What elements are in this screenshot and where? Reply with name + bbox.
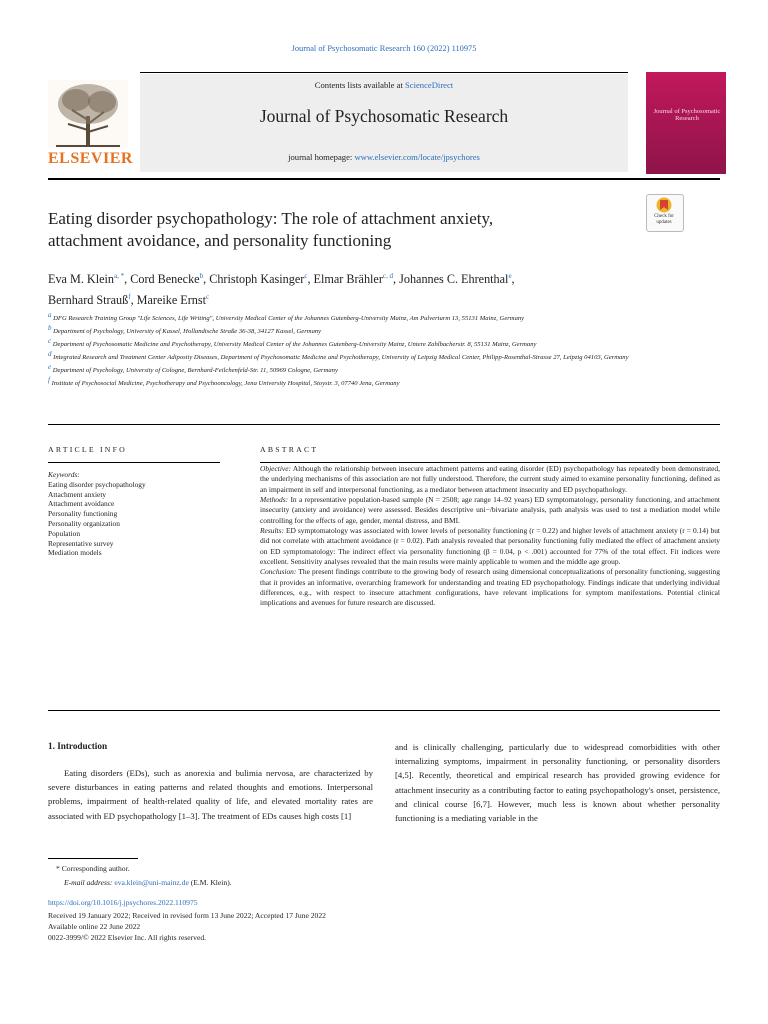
keywords-label: Keywords: xyxy=(48,470,80,479)
abstract-objective: Objective: Although the relationship between insecure attachment patterns and eating disorder (ED) psychopathology has repeatedly been demonstrated, the underlying mechanisms of this association are not fully understood. Therefore, the current study aimed to examine personality functioning, defined as an impairment in self and interpersonal functioning, as a mediator between attachment insecurity and ED psychopathology. xyxy=(260,464,721,494)
keyword: Eating disorder psychopathology xyxy=(48,479,146,489)
affiliation: $^c$ Department of Psychosomatic Medicine and Psychotherapy, University Medical Center of the Johannes Gutenberg-University Mainz, Untere Zahlbacherstr. 8, 55131 Mainz, Germany xyxy=(48,336,537,349)
keyword: Population xyxy=(48,528,81,538)
keyword: Representative survey xyxy=(48,538,114,548)
corresponding-note: * Corresponding author. xyxy=(56,864,130,873)
abstract-rule xyxy=(260,462,720,463)
intro-left-paragraph: Eating disorders (EDs), such as anorexia and bulimia nervosa, are characterized by severe disturbances in eating patterns and related thoughts and emotions. Interpersonal problems, impairment of health-related quality of life, and elevated mortality rates are associated with ED psychopathology [1–3]. The treatment of EDs causes high costs [1] xyxy=(48,768,373,821)
received-dates: Received 19 January 2022; Received in revised form 13 June 2022; Accepted 17 June 2022 xyxy=(48,911,326,920)
contents-line xyxy=(140,80,628,90)
keywords-block xyxy=(48,470,218,558)
author[interactable]: Johannes C. Ehrenthal$^e$ xyxy=(399,272,512,287)
cover-title: Journal of Psychosomatic Research xyxy=(653,108,721,122)
email-line: E-mail address: eva.klein@uni-mainz.de (E.M. Klein). xyxy=(64,878,232,887)
footnote-rule xyxy=(48,858,138,859)
intro-heading: 1. Introduction xyxy=(48,741,108,751)
keyword: Attachment anxiety xyxy=(48,489,107,499)
abstract-heading: ABSTRACT xyxy=(260,445,319,454)
affiliation: $^a$ DFG Research Training Group "Life Sciences, Life Writing", University Medical Center of the Johannes Gutenberg-University Mainz, Am Pulverturm 13, 55131 Mainz, Germany xyxy=(48,311,525,323)
available-online: Available online 22 June 2022 xyxy=(48,922,141,931)
publisher-wordmark: ELSEVIER xyxy=(48,150,133,167)
sciencedirect-link[interactable]: ScienceDirect xyxy=(405,80,454,90)
header-top-rule xyxy=(140,72,628,73)
affiliation: $^b$ Department of Psychology, University of Kassel, Hollandische Straße 36-38, 34127 Kassel, Germany xyxy=(48,323,322,336)
email-link[interactable]: eva.klein@uni-mainz.de xyxy=(114,878,189,887)
bookmark-icon xyxy=(655,197,673,213)
author[interactable]: Bernhard Strauß$^f$ xyxy=(48,292,131,307)
keyword: Personality organization xyxy=(48,518,120,528)
copyright: 0022-3999/© 2022 Elsevier Inc. All rights reserved. xyxy=(48,933,207,942)
check-updates-label: Check for updates xyxy=(654,214,674,225)
journal-citation[interactable]: Journal of Psychosomatic Research 160 (2022) 110975 xyxy=(291,44,477,53)
journal-cover-image[interactable] xyxy=(646,72,726,174)
abstract-conclusion: Conclusion: The present findings contribute to the growing body of research using dimensional conceptualizations of personality functioning, suggesting that it provides an informative, overarching framework for understanding and treating ED psychopathology. Findings indicate that underlying individual differences, e.g., with respect to insecure attachment configurations, have relevant implications for symptom manifestations. Potential clinical implications and avenues for future research are discussed. xyxy=(260,567,720,608)
abstract-bottom-rule xyxy=(48,710,720,711)
abstract-results: Results: ED symptomatology was associated with lower levels of personality functioning (r = 0.22) and higher levels of attachment anxiety (r = 0.14) but did not correlate with attachment avoidance (r = 0.02). Path analysis revealed that personality functioning fully mediated the effect of attachment anxiety on ED symptomatology: The indirect effect via personality functioning (β = 0.04, p < .001) accounted for 77% of the total effect. Fit indices were excellent. Sensitivity analyses revealed that the main results were mainly applicable to women and the middle age group. xyxy=(260,526,720,567)
keyword: Attachment avoidance xyxy=(48,499,115,509)
keyword: Personality functioning xyxy=(48,509,118,519)
author-list: Eva M. Klein$^{a, *}$, Cord Benecke$^b$, Christoph Kasinger$^c$, Elmar Brähler$^{c, d}$, Johannes C. Ehrenthal$^e$, Bernhard Strauß$^f$, Mareike Ernst$^c$ xyxy=(48,272,515,307)
elsevier-tree-logo xyxy=(48,80,128,148)
doi-link[interactable]: https://doi.org/10.1016/j.jpsychores.2022.110975 xyxy=(48,898,198,907)
author[interactable]: Elmar Brähler$^{c, d}$ xyxy=(313,272,394,287)
affiliation: $^f$ Institute of Psychosocial Medicine, Psychotherapy and Psychooncology, Jena University Hospital, Stoystr. 3, 07740 Jena, Germany xyxy=(48,375,400,388)
affiliation: $^d$ Integrated Research and Treatment Center Adiposity Diseases, Department of Psychosomatic Medicine and Psychotherapy, University of Leipzig Medical Center, Philipp-Rosenthal-Strasse 27, Leipzig 04103, Germany xyxy=(48,349,629,362)
title-line-1: Eating disorder psychopathology: The role of attachment anxiety, xyxy=(48,209,494,228)
affiliations xyxy=(48,311,638,389)
abstract-body xyxy=(260,464,720,609)
homepage-link[interactable]: www.elsevier.com/locate/jpsychores xyxy=(354,152,480,162)
author[interactable]: Eva M. Klein$^{a, *}$ xyxy=(48,272,125,287)
article-info-rule xyxy=(48,462,220,463)
article-info-heading: ARTICLE INFO xyxy=(48,445,127,454)
homepage-prefix: journal homepage: xyxy=(288,152,355,162)
author[interactable]: Christoph Kasinger$^c$ xyxy=(209,272,308,287)
intro-right-paragraph: and is clinically challenging, particularly due to widespread comorbidities with other internalizing symptoms, impairment in personality functioning, or personality disorders [4,5]. Recently, theoretical and empirical research has provided growing evidence for attachment insecurity as a contributing factor to eating psychopathology's onset, persistence, and clinical course [6,7]. However, much less is known about whether personality functioning is a mediating variable in the xyxy=(395,742,720,824)
title-line-2: attachment avoidance, and personality functioning xyxy=(48,231,392,250)
homepage-line xyxy=(140,152,628,162)
affiliation-rule xyxy=(48,424,720,425)
header-bottom-rule xyxy=(48,178,720,180)
contents-prefix: Contents lists available at xyxy=(314,80,405,90)
affiliation: $^e$ Department of Psychology, University of Cologne, Bernhard-Feilchenfeld-Str. 11, 50969 Cologne, Germany xyxy=(48,362,338,375)
journal-title: Journal of Psychosomatic Research xyxy=(259,106,509,126)
author[interactable]: Mareike Ernst$^c$ xyxy=(136,292,210,307)
author[interactable]: Cord Benecke$^b$ xyxy=(130,272,204,287)
article-title xyxy=(48,208,628,252)
abstract-methods: Methods: In a representative population-based sample (N = 2508; age range 14–92 years) ED symptomatology, personality functioning, and attachment insecurity (anxiety and avoidance) were assessed. Besides descriptive uni−/bivariate analysis, path analysis was used to test a mediation model while controlling for the effects of age, gender, mental distress, and BMI. xyxy=(260,495,721,525)
keyword: Mediation models xyxy=(48,548,102,558)
